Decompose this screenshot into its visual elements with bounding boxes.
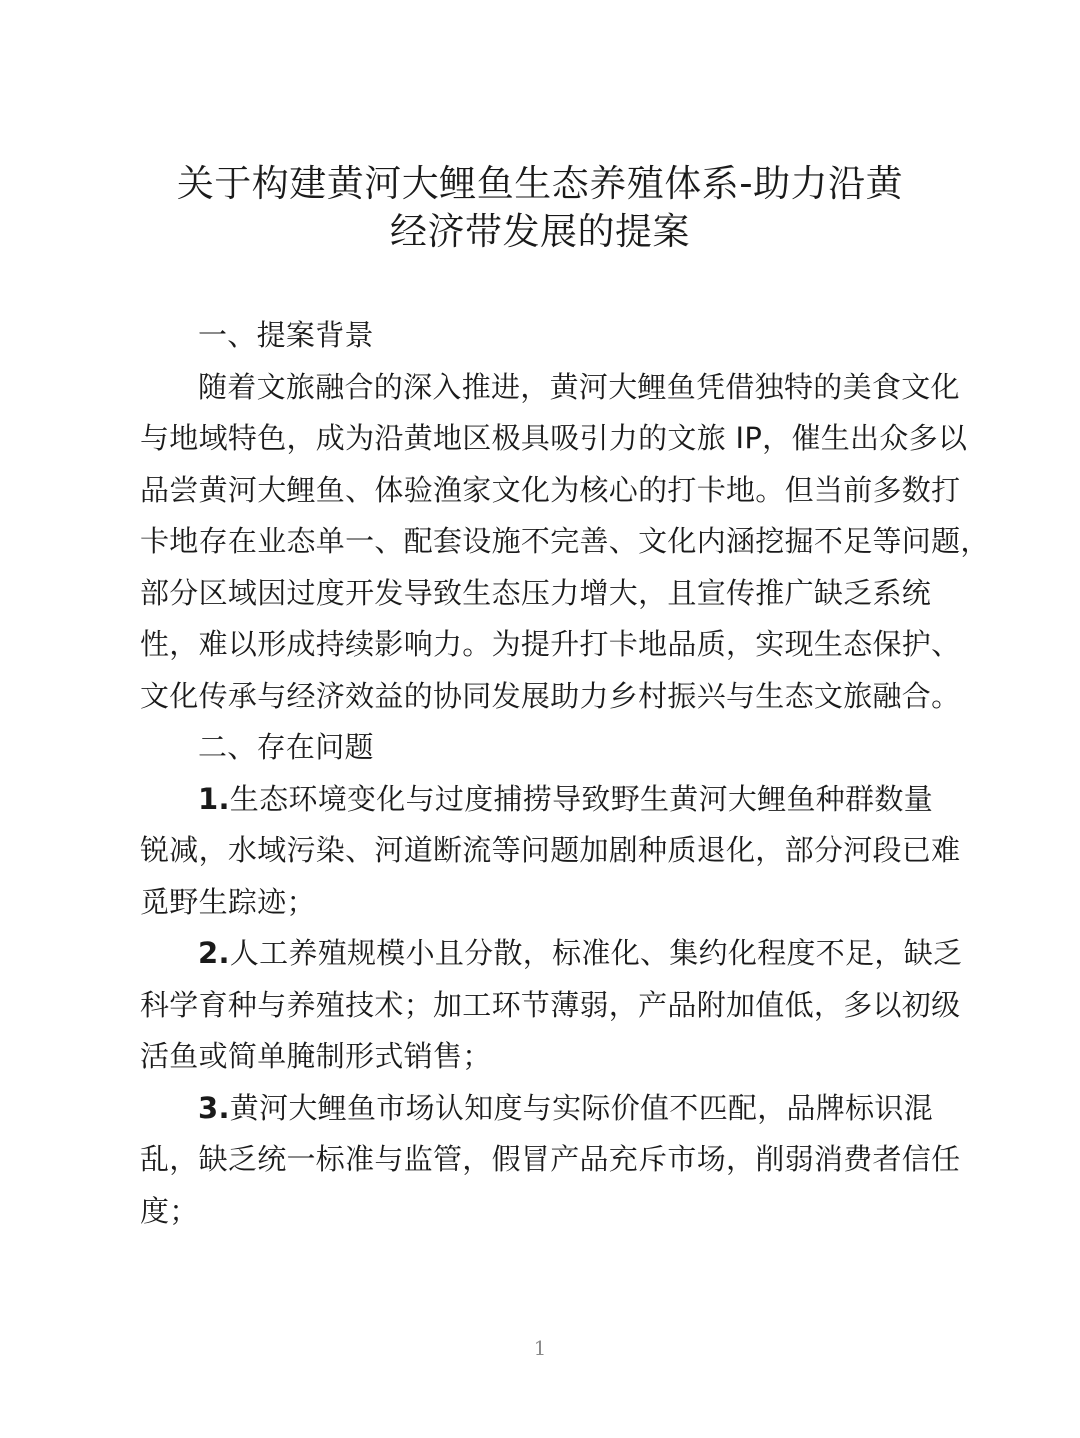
- paragraph-line: 锐减，水域污染、河道断流等问题加剧种质退化，部分河段已难: [140, 833, 961, 867]
- problem-item-1: [140, 774, 961, 929]
- item-number: 2.: [198, 936, 230, 970]
- item-number: 1.: [198, 781, 230, 816]
- paragraph-line: 卡地存在业态单一、配套设施不完善、文化内涵挖掘不足等问题，: [140, 524, 990, 558]
- paragraph-line: 度；: [140, 1193, 199, 1228]
- document-title: [120, 160, 960, 256]
- background-paragraph: [140, 362, 990, 723]
- paragraph-line: 性，难以形成持续影响力。为提升打卡地品质，实现生态保护、: [140, 627, 961, 661]
- item-number: 3.: [198, 1090, 230, 1125]
- item-text: 生态环境变化与过度捕捞导致野生黄河大鲤鱼种群数量: [229, 781, 933, 816]
- page-number: 1: [533, 1336, 547, 1360]
- title-line-2: 经济带发展的提案: [390, 210, 690, 253]
- paragraph-line: 活鱼或简单腌制形式销售；: [140, 1039, 492, 1073]
- paragraph-line: 科学育种与养殖技术；加工环节薄弱，产品附加值低，多以初级: [140, 987, 961, 1022]
- title-line-1: 关于构建黄河大鲤鱼生态养殖体系-助力沿黄: [176, 162, 904, 205]
- problem-item-first-line: [140, 774, 952, 826]
- paragraph-line: 文化传承与经济效益的协同发展助力乡村振兴与生态文旅融合。: [140, 678, 961, 713]
- paragraph-line: 觅野生踪迹；: [140, 884, 316, 919]
- problem-item-first-line: [140, 928, 963, 980]
- problem-item-2: [140, 928, 963, 1083]
- item-text: 人工养殖规模小且分散，标准化、集约化程度不足，缺乏: [229, 936, 963, 970]
- item-text: 黄河大鲤鱼市场认知度与实际价值不匹配，品牌标识混: [229, 1090, 933, 1125]
- section-heading-background: 一、提案背景: [198, 318, 374, 352]
- paragraph-line: 随着文旅融合的深入推进，黄河大鲤鱼凭借独特的美食文化: [198, 369, 960, 404]
- paragraph-line: 与地域特色，成为沿黄地区极具吸引力的文旅 IP，催生出众多以: [140, 421, 968, 455]
- problem-item-first-line: [140, 1083, 952, 1135]
- paragraph-line: 部分区域因过度开发导致生态压力增大，且宣传推广缺乏系统: [140, 575, 932, 610]
- paragraph-line: 乱，缺乏统一标准与监管，假冒产品充斥市场，削弱消费者信任: [140, 1142, 961, 1176]
- section-heading-problems: 二、存在问题: [198, 730, 374, 764]
- problem-item-3: [140, 1083, 961, 1238]
- paragraph-line: 品尝黄河大鲤鱼、体验渔家文化为核心的打卡地。但当前多数打: [140, 472, 961, 507]
- document-body: [140, 310, 990, 1237]
